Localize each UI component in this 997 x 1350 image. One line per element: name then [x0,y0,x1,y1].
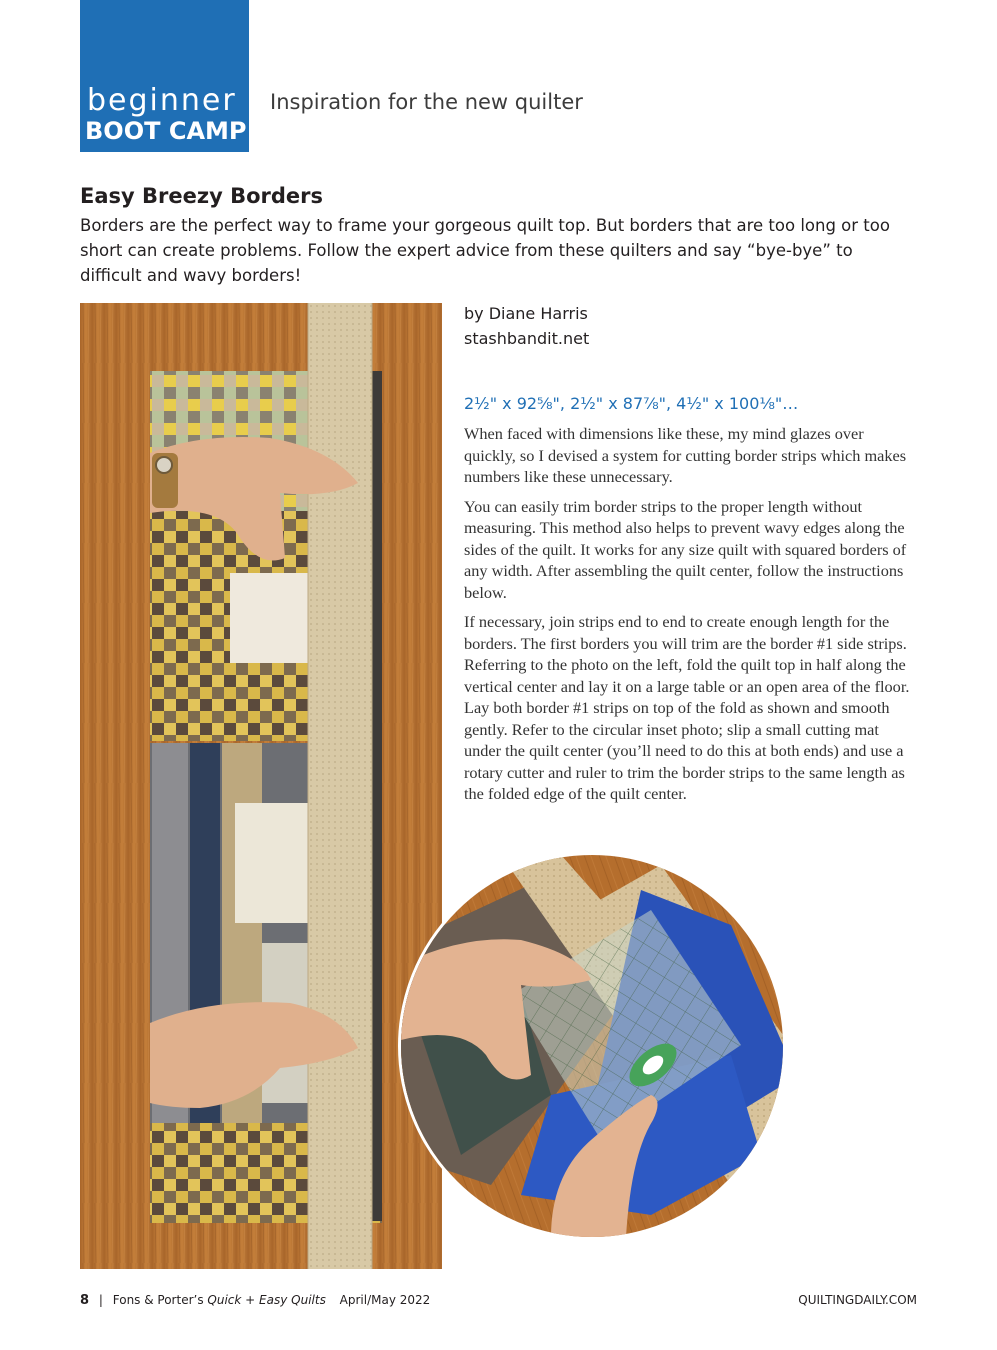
article-intro: Borders are the perfect way to frame your gorgeous quilt top. But borders that are too long or too short can create problems. Follow the expert advice from these quilters and say “bye-bye” to difficult and wavy borders! [80,216,890,285]
article-body [464,423,914,813]
publication-name: Quick + Easy Quilts [207,1293,326,1307]
author-website: stashbandit.net [464,329,590,348]
page-number: 8 [80,1293,90,1308]
author-name: by Diane Harris [464,304,588,323]
badge-line-boot-camp: BOOT CAMP [85,117,247,145]
badge-line-beginner: beginner [87,83,237,118]
publication-prefix: Fons & Porter’s [112,1293,204,1307]
body-paragraph: If necessary, join strips end to end to create enough length for the borders. The first borders you will trim are the border #1 side strips. Referring to the photo on the left, fold the quilt top in half along the vertical center and lay it on a large table or an open area of the floor. Lay both border #1 strips on top of the fold as shown and smooth gently. Refer to the circular inset photo; slip a small cutting mat under the quilt center (you’ll need to do this at both ends) and use a rotary cutter and ruler to trim the border strips to the same length as the folded edge of the quilt center. [464,612,910,803]
boot-camp-badge [80,0,249,152]
body-paragraph: You can easily trim border strips to the proper length without measuring. This method also helps to prevent wavy edges along the sides of the quilt. It works for any size quilt with squared borders of any width. After assembling the quilt center, follow the instructions below. [464,496,907,602]
article-title: Easy Breezy Borders [80,184,324,208]
quilt-border-photo [80,303,442,1269]
issue-date: April/May 2022 [339,1293,431,1307]
dimensions-subheading: 2½" x 92⅝", 2½" x 87⅞", 4½" x 100⅛"… [464,394,799,413]
body-paragraph: When faced with dimensions like these, my mind glazes over quickly, so I devised a system for cutting border strips which makes numbers like these unnecessary. [464,424,907,486]
section-tagline: Inspiration for the new quilter [270,90,583,114]
footer-separator: | [98,1293,103,1307]
circular-inset-photo [398,852,786,1240]
page-footer-left [80,1293,430,1308]
byline [464,301,589,351]
footer-website: QUILTINGDAILY.COM [798,1293,917,1307]
